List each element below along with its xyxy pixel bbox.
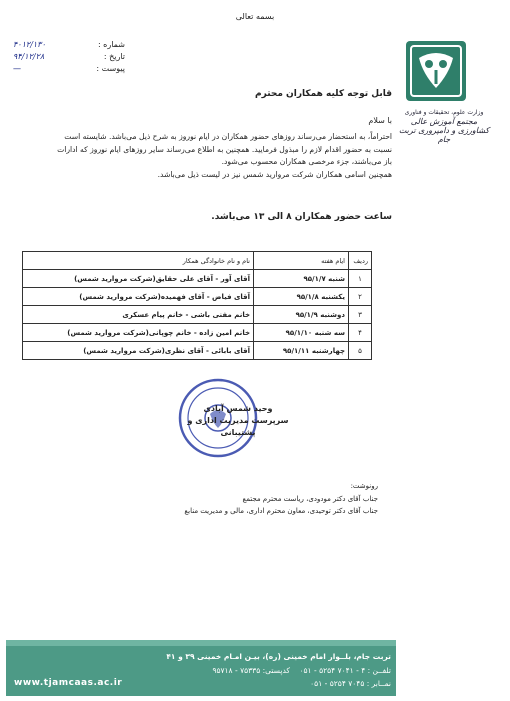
table-row (23, 288, 372, 306)
footer-band (6, 640, 396, 646)
footer-contact (11, 666, 391, 678)
row-day: یکشنبه ۹۵/۱/۸ (254, 288, 349, 306)
carbon-copy (18, 480, 378, 518)
row-name: آقای فیاض - آقای فهمیده(شرکت مروارید شمس) (23, 288, 254, 306)
row-name: خانم مفنی باشی - خانم پیام عسکری (23, 306, 254, 324)
footer-address: تربت جام، بلــوار امام خمینی (ره)، بیـن امـام خمینی ۳۹ و ۴۱ (166, 652, 391, 661)
letter-heading: قابل توجه کلیه همکاران محترم (255, 89, 392, 99)
staff-roster-table (22, 251, 372, 360)
table-header-row (23, 252, 372, 270)
meta-attachment (10, 62, 125, 74)
body-paragraph-1: احتراماً، به استحضار می‌رساند روزهای حضور همکاران در ایام نوروز به شرح ذیل می‌باشد. شایسته است نسبت به حضور اقدام لازم را مبذول فرمایید. همچنین به اطلاع می‌رساند سایر روزهای ایام نوروز که ادارات باز می‌باشند، جزء مرخصی همکاران محسوب می‌شود. (57, 132, 392, 166)
row-name: آقای بابائی - آقای نظری(شرکت مروارید شمس) (23, 342, 254, 360)
table-row (23, 270, 372, 288)
letter-meta (10, 38, 125, 74)
row-index: ۴ (349, 324, 372, 342)
bismillah: بسمه تعالی (235, 12, 275, 21)
row-index: ۵ (349, 342, 372, 360)
row-day: چهارشنبه ۹۵/۱/۱۱ (254, 342, 349, 360)
footer-fax: نمــابر : ۷۰۴۵ ۵۲۵۴ - ۰۵۱ (310, 679, 391, 688)
attachment-value: — (13, 63, 21, 73)
meta-date (10, 50, 125, 62)
row-day: شنبه ۹۵/۱/۷ (254, 270, 349, 288)
row-index: ۲ (349, 288, 372, 306)
table-row (23, 306, 372, 324)
footer-phone: تلفــن : ۴ - ۷۰۴۱ ۵۲۵۴ - ۰۵۱ (299, 666, 391, 675)
row-name: خانم امین زاده - خانم چوپانی(شرکت مروارید شمس) (23, 324, 254, 342)
footer-postal: کدپستی: ۷۵۳۳۵ - ۹۵۷۱۸ (212, 666, 290, 675)
footer-website[interactable]: www.tjamcaas.ac.ir (14, 678, 123, 688)
row-index: ۳ (349, 306, 372, 324)
row-day: دوشنبه ۹۵/۱/۹ (254, 306, 349, 324)
signatory-title: سرپرست مدیریت اداری و پشتیبانی (187, 416, 289, 437)
organization-name (396, 108, 492, 144)
letter-body (57, 131, 392, 181)
row-index: ۱ (349, 270, 372, 288)
body-paragraph-2: همچنین اسامی همکاران شرکت مروارید شمس نیز در لیست ذیل می‌باشد. (157, 169, 392, 179)
ministry-name: وزارت علوم، تحقیقات و فناوری (404, 109, 484, 116)
attachment-label: پیوست : (96, 63, 125, 73)
date-value: ۹۴/۱۲/۲۸ (13, 51, 45, 61)
meta-number (10, 38, 125, 50)
row-name: آقای آور - آقای علی حقایق(شرکت مروارید شمس) (23, 270, 254, 288)
header-name: نام و نام خانوادگی همکار (23, 252, 254, 270)
signature-block (178, 403, 298, 439)
signatory-name: وحید شمس آبادی (203, 404, 273, 413)
date-label: تاریخ : (103, 51, 125, 61)
organization-logo (405, 40, 467, 102)
complex-name: مجتمع آموزش عالی کشاورزی و دامپروری تربت جام (398, 117, 490, 144)
number-value: ۴۰۱۲/۱۳۰ (13, 39, 46, 49)
letterhead-footer (6, 640, 396, 696)
table-row (23, 324, 372, 342)
working-hours: ساعت حضور همکاران ۸ الی ۱۳ می‌باشد. (211, 212, 392, 222)
header-day: ایام هفته (254, 252, 349, 270)
letter-greeting: با سلام (368, 116, 392, 125)
table-row (23, 342, 372, 360)
row-day: سه شنبه ۹۵/۱/۱۰ (254, 324, 349, 342)
header-index: ردیف (349, 252, 372, 270)
cc-line: جناب آقای دکتر مودودی، ریاست محترم مجتمع (242, 494, 378, 503)
number-label: شماره : (97, 39, 125, 49)
cc-line: جناب آقای دکتر توحیدی، معاون محترم اداری، مالی و مدیریت منابع (184, 507, 378, 515)
cc-label: رونوشت: (350, 482, 378, 490)
